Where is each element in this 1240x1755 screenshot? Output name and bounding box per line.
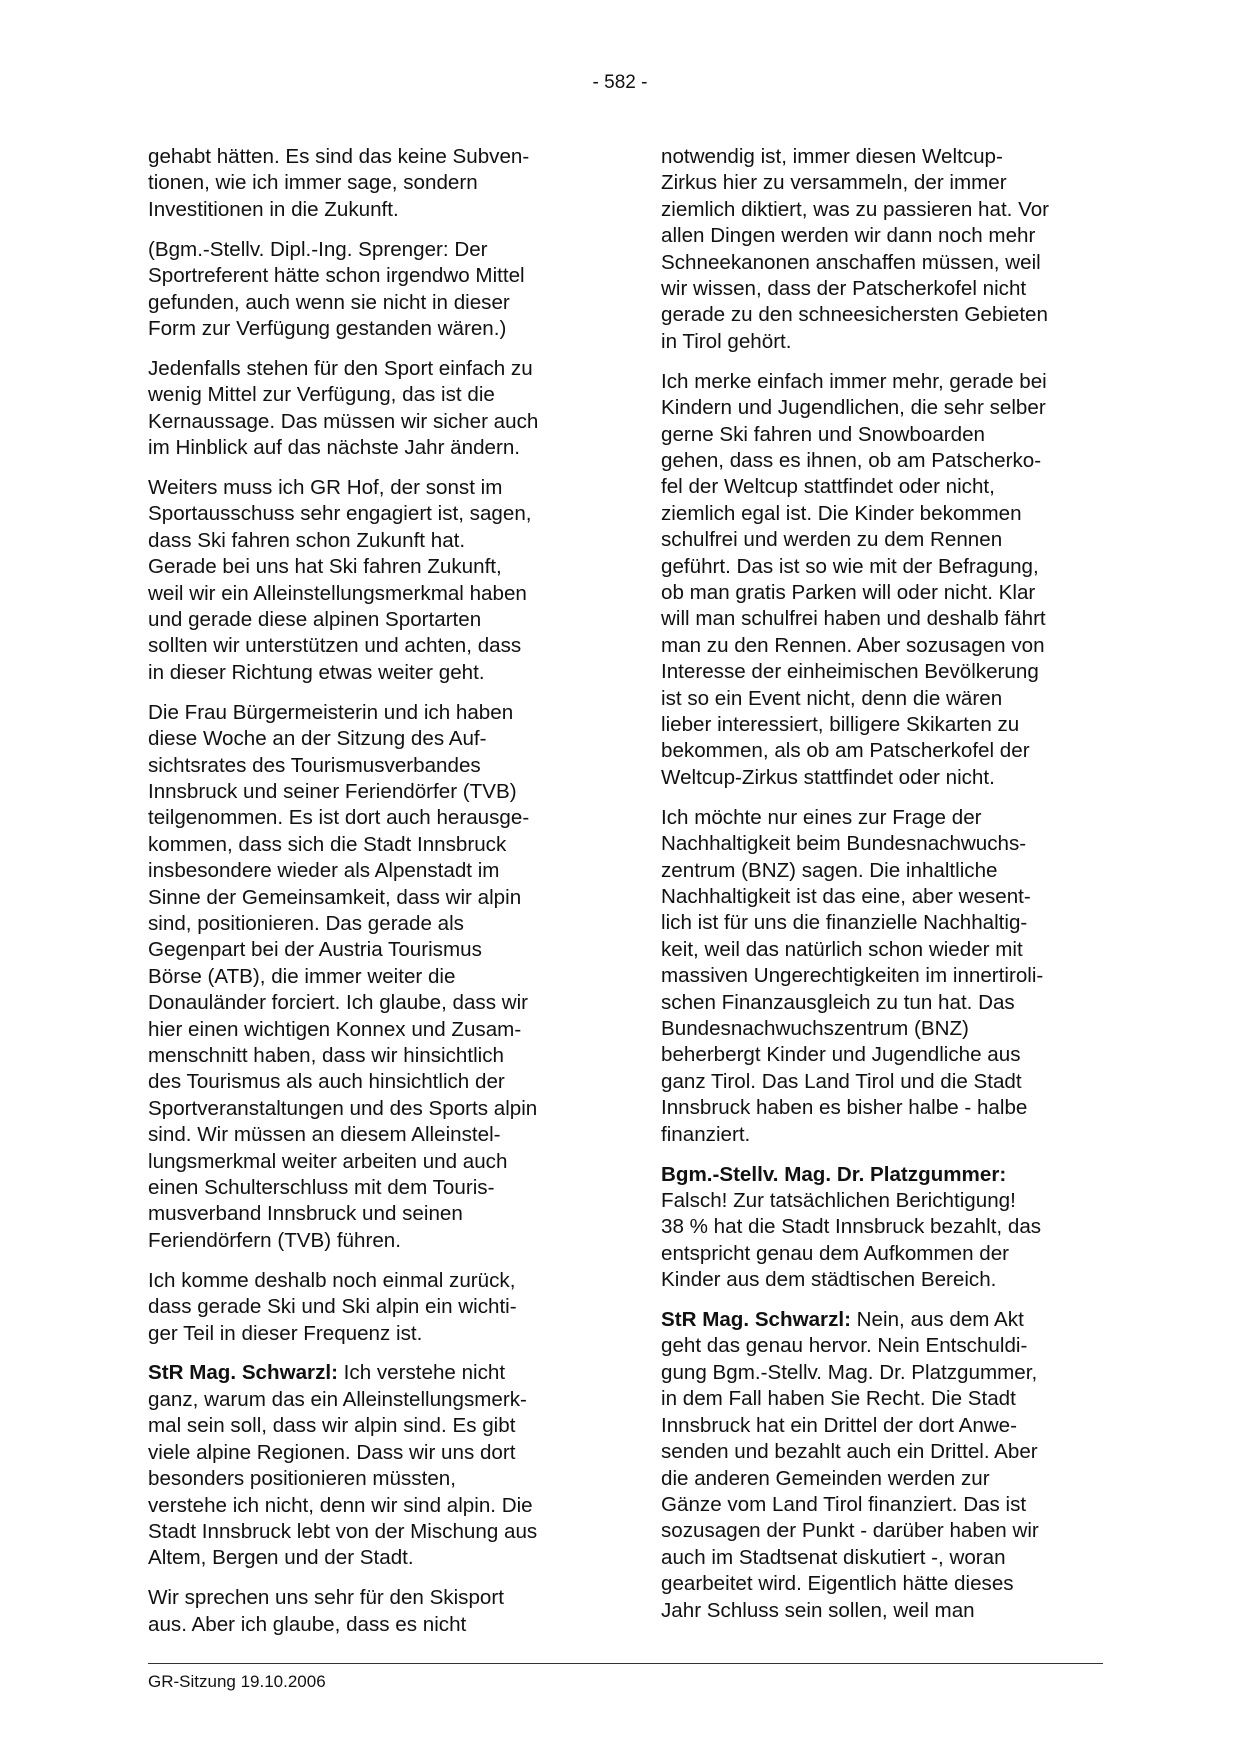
paragraph-text: Die Frau Bürgermeisterin und ich haben diese Woche an der Sitzung des Auf- sichtsrates des Tourismusverbandes Innsbruck und seiner Feriendörfer (TVB) teilgenommen. Es ist dort auch herausge- kommen, dass sich die Stadt Innsbruck insbesondere wieder als Alpenstadt im Sinne der Gemeinsamkeit, dass wir alpin sind, positionieren. Das gerade als Gegenpart bei der Austria Tourismus Börse (ATB), die immer weiter die Donauländer forciert. Ich glaube, dass wir hier einen wichtigen Konnex und Zusam- menschnitt haben, dass wir hinsichtlich des Tourismus als auch hinsichtlich der Sportveranstaltungen und des Sports alpin sind. Wir müssen an diesem Alleinstel- lungsmerkmal weiter arbeiten und auch einen Schulterschluss mit dem Touris- musverband Innsbruck und seinen Feriendörfern (TVB) führen. bbox=[148, 700, 538, 1252]
right-column bbox=[661, 144, 1106, 1637]
paragraph bbox=[661, 369, 1106, 792]
paragraph-text: Wir sprechen uns sehr für den Skisport aus. Aber ich glaube, dass es nicht bbox=[148, 1586, 504, 1636]
paragraph bbox=[661, 1307, 1106, 1624]
speaker-name: StR Mag. Schwarzl: bbox=[661, 1308, 851, 1332]
paragraph-text: Ich komme deshalb noch einmal zurück, dass gerade Ski und Ski alpin ein wichti- ger Teil in dieser Frequenz ist. bbox=[148, 1268, 517, 1345]
paragraph bbox=[148, 237, 593, 343]
paragraph-text: Ich möchte nur eines zur Frage der Nachhaltigkeit beim Bundesnachwuchs- zentrum (BNZ) sagen. Die inhaltliche Nachhaltigkeit ist das eine, aber wesent- lich ist für uns die finanzielle Nachhaltig- keit, weil das natürlich schon wieder mit massiven Ungerechtigkeiten im innertiroli- schen Finanzausgleich zu tun hat. Das Bundesnachwuchszentrum (BNZ) beherbergt Kinder und Jugendliche aus ganz Tirol. Das Land Tirol und die Stadt Innsbruck haben es bisher halbe - halbe finanziert. bbox=[661, 805, 1044, 1146]
left-column bbox=[148, 144, 593, 1652]
paragraph bbox=[661, 144, 1106, 355]
footer-text: GR-Sitzung 19.10.2006 bbox=[148, 1672, 326, 1691]
paragraph bbox=[148, 1360, 593, 1571]
page-number: - 582 - bbox=[592, 72, 648, 93]
footer-divider bbox=[148, 1663, 1103, 1664]
speaker-name: Bgm.-Stellv. Mag. Dr. Platzgummer: bbox=[661, 1162, 1007, 1186]
paragraph bbox=[148, 475, 593, 686]
paragraph-text: gehabt hätten. Es sind das keine Subven- tionen, wie ich immer sage, sondern Investitionen in die Zukunft. bbox=[148, 145, 530, 221]
paragraph bbox=[148, 144, 593, 223]
paragraph bbox=[661, 805, 1106, 1148]
paragraph bbox=[148, 1585, 593, 1638]
paragraph-text: Jedenfalls stehen für den Sport einfach zu wenig Mittel zur Verfügung, das ist die Kernaussage. Das müssen wir sicher auch im Hinblick auf das nächste Jahr ändern. bbox=[148, 356, 539, 460]
paragraph-text: (Bgm.-Stellv. Dipl.-Ing. Sprenger: Der Sportreferent hätte schon irgendwo Mittel gefunden, auch wenn sie nicht in dieser Form zur Verfügung gestanden wären.) bbox=[148, 237, 525, 340]
paragraph-text: Ich merke einfach immer mehr, gerade bei Kindern und Jugendlichen, die sehr selber gerne Ski fahren und Snowboarden gehen, dass es ihnen, ob am Patscherko- fel der Weltcup stattfindet oder nicht, ziemlich egal ist. Die Kinder bekommen schulfrei und werden zu dem Rennen geführt. Das ist so wie mit der Befragung, ob man gratis Parken will oder nicht. Klar will man schulfrei haben und deshalb fährt man zu den Rennen. Aber sozusagen von Interesse der einheimischen Bevölkerung ist so ein Event nicht, denn die wären lieber interessiert, billigere Skikarten zu bekommen, als ob am Patscherkofel der Weltcup-Zirkus stattfindet oder nicht. bbox=[661, 369, 1047, 789]
paragraph bbox=[148, 1268, 593, 1347]
paragraph-text: Falsch! Zur tatsächlichen Berichtigung! 38 % hat die Stadt Innsbruck bezahlt, das entspricht genau dem Aufkommen der Kinder aus dem städtischen Bereich. bbox=[661, 1188, 1042, 1292]
paragraph-text: Ich verstehe nicht ganz, warum das ein Alleinstellungsmerk- mal sein soll, dass wir alpin sind. Es gibt viele alpine Regionen. Dass wir uns dort besonders positionieren müssten, verstehe ich nicht, denn wir sind alpin. Die Stadt Innsbruck lebt von der Mischung aus Altem, Bergen und der Stadt. bbox=[148, 1361, 538, 1570]
paragraph-text: notwendig ist, immer diesen Weltcup- Zirkus hier zu versammeln, der immer ziemlich diktiert, was zu passieren hat. Vor allen Dingen werden wir dann noch mehr Schneekanonen anschaffen müssen, weil wir wissen, dass der Patscherkofel nicht gerade zu den schneesichersten Gebieten in Tirol gehört. bbox=[661, 145, 1050, 353]
speaker-name: StR Mag. Schwarzl: bbox=[148, 1361, 338, 1385]
paragraph bbox=[148, 356, 593, 462]
paragraph bbox=[661, 1162, 1106, 1294]
paragraph bbox=[148, 700, 593, 1255]
paragraph-text: Weiters muss ich GR Hof, der sonst im Sportausschuss sehr engagiert ist, sagen, dass Ski fahren schon Zukunft hat. Gerade bei uns hat Ski fahren Zukunft, weil wir ein Alleinstellungsmerkmal haben und gerade diese alpinen Sportarten sollten wir unterstützen und achten, dass in dieser Richtung etwas weiter geht. bbox=[148, 475, 532, 684]
paragraph-text: Nein, aus dem Akt geht das genau hervor. Nein Entschuldi- gung Bgm.-Stellv. Mag. Dr. Platzgummer, in dem Fall haben Sie Recht. Die Stadt Innsbruck hat ein Drittel der dort Anwe- senden und bezahlt auch ein Drittel. Aber die anderen Gemeinden werden zur Gänze vom Land Tirol finanziert. Das ist sozusagen der Punkt - darüber haben wir auch im Stadtsenat diskutiert -, woran gearbeitet wird. Eigentlich hätte dieses Jahr Schluss sein sollen, weil man bbox=[661, 1308, 1039, 1622]
